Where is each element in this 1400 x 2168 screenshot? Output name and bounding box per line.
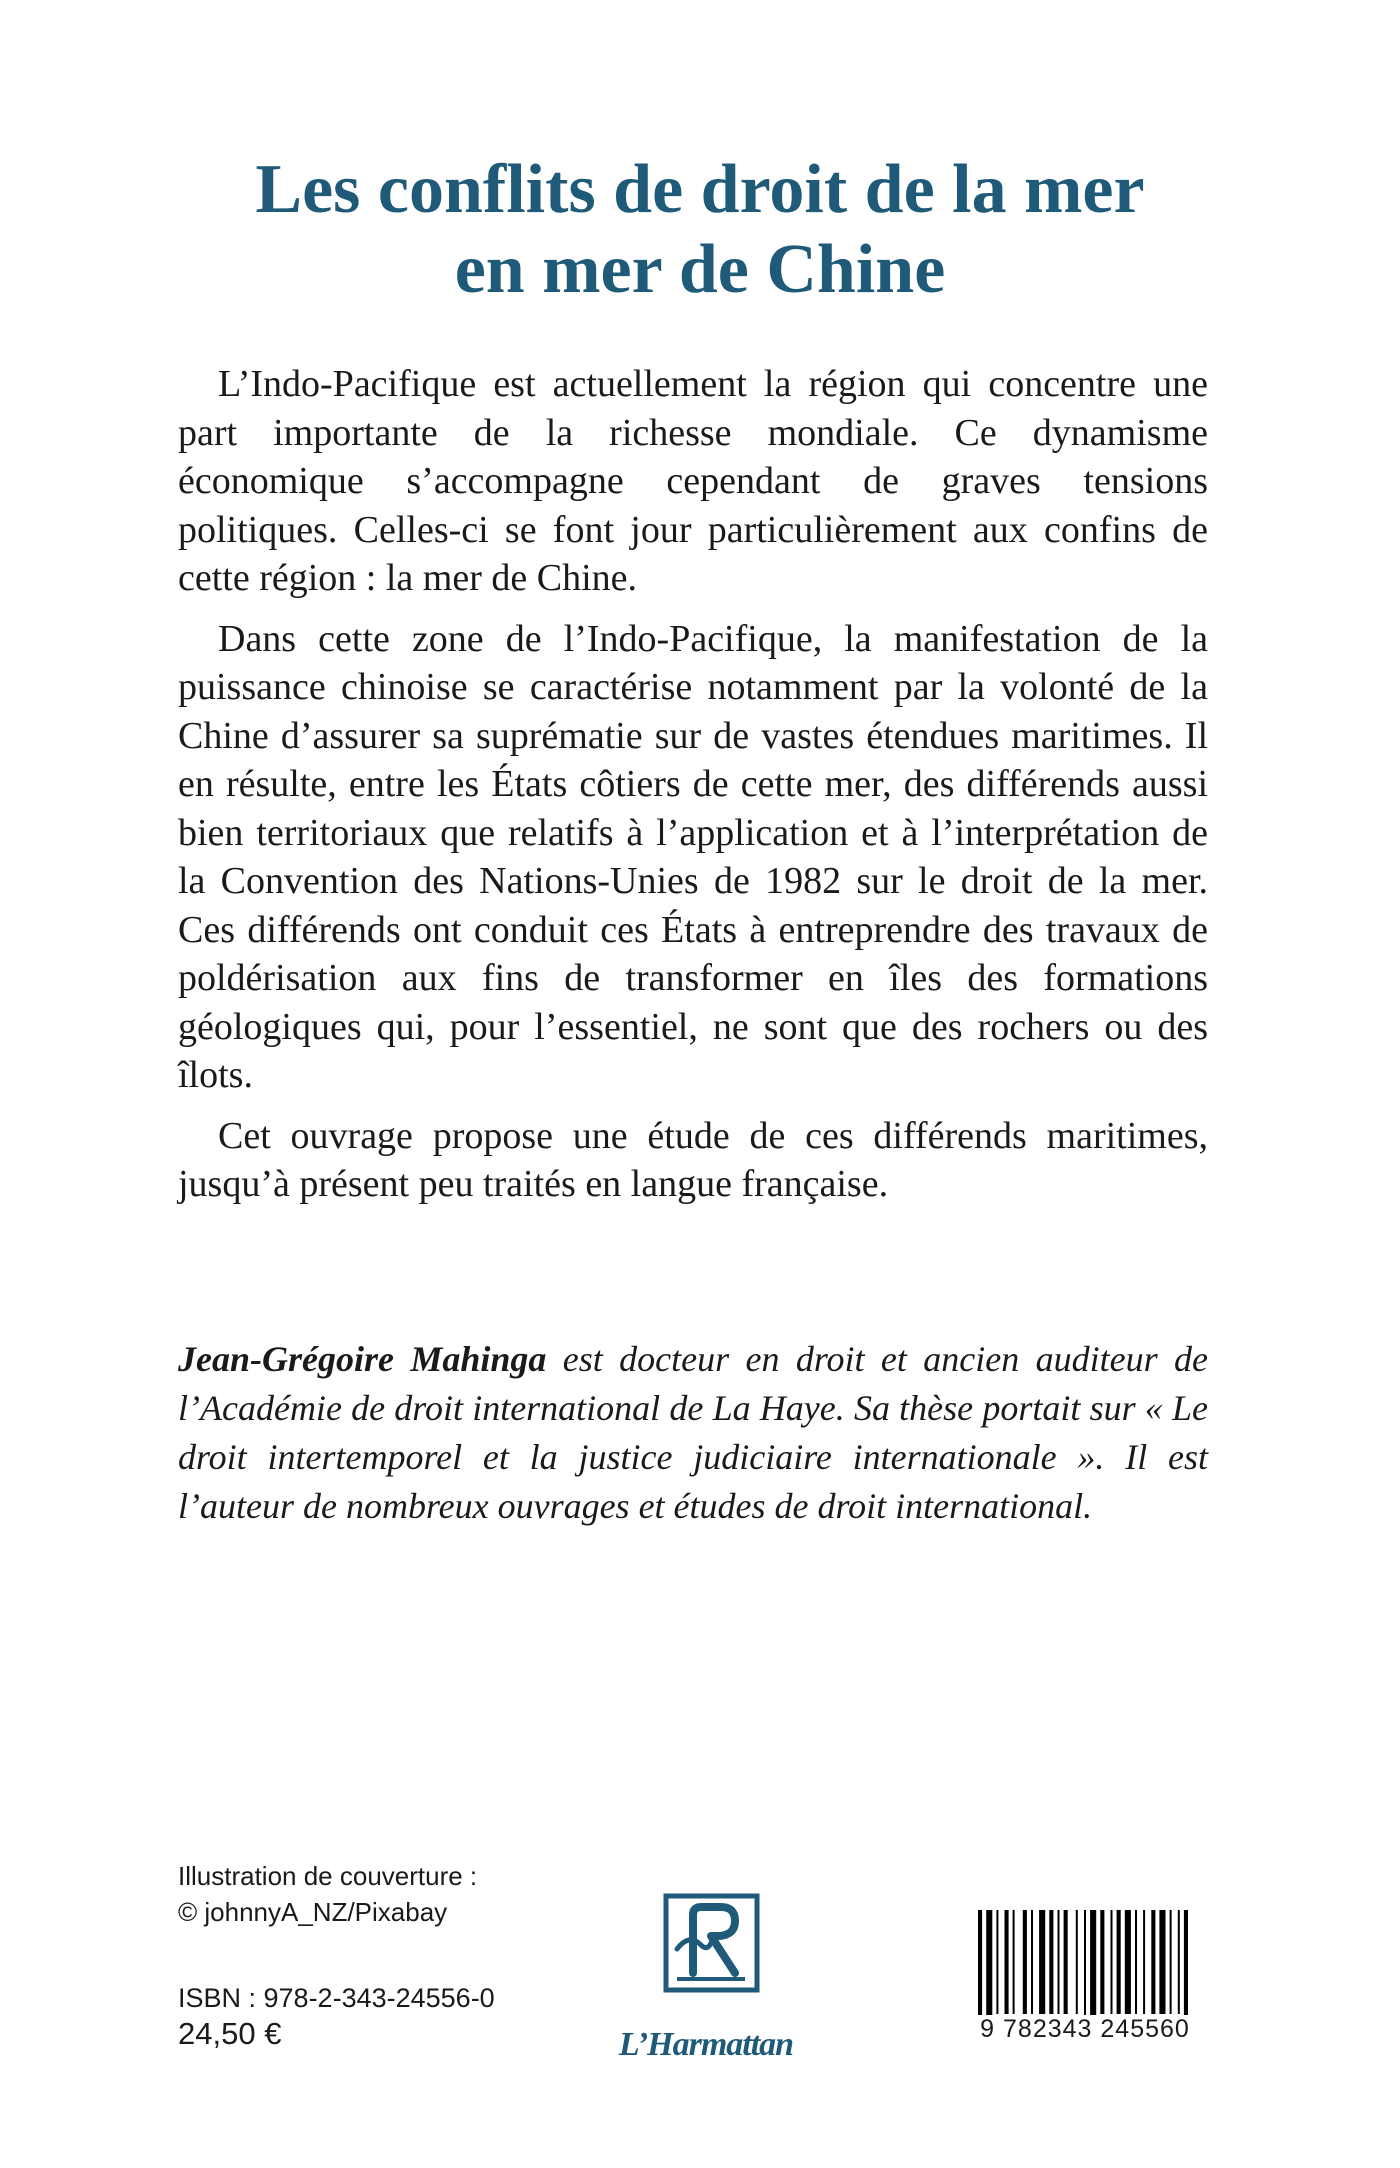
author-bio (178, 1335, 1208, 1531)
barcode-bar (1159, 1910, 1165, 2014)
barcode (960, 1910, 1210, 2055)
barcode-bar (1076, 1910, 1078, 2014)
cover-credit-label: Illustration de couverture : (178, 1861, 478, 1891)
isbn-price-block (178, 1980, 495, 2052)
barcode-bar (986, 1910, 992, 2028)
barcode-bar (1039, 1910, 1045, 2014)
barcode-bars (960, 1910, 1210, 2028)
barcode-bar (1151, 1910, 1155, 2014)
barcode-bar (1125, 1910, 1131, 2014)
barcode-bar (1049, 1910, 1053, 2014)
barcode-bar (1143, 1910, 1145, 2014)
barcode-bar (978, 1910, 982, 2028)
barcode-bar (1084, 1910, 1086, 2028)
book-title-line-1: Les conflits de droit de la mer (255, 151, 1145, 228)
harmattan-logo-icon (663, 1893, 760, 1993)
barcode-bar (1090, 1910, 1096, 2028)
barcode-bar (1023, 1910, 1027, 2014)
barcode-bar (1005, 1910, 1009, 2014)
barcode-bar (1178, 1910, 1180, 2014)
author-bio-text: est docteur en droit et ancien auditeur de l’Académie de droit international de La Haye. Sa thèse portait sur « Le droit intertemporel et la justice judiciaire internationale ». Il est l’auteur de nombreux ouvrages et études de droit international. (178, 1339, 1208, 1526)
book-title-line-2: en mer de Chine (454, 231, 946, 308)
barcode-bar (1117, 1910, 1121, 2014)
book-title (120, 150, 1280, 310)
blurb (178, 360, 1208, 1221)
barcode-bar (996, 1910, 998, 2014)
publisher-name: L’Harmattan (618, 2026, 794, 2063)
cover-credit (178, 1858, 678, 1930)
barcode-bar (1058, 1910, 1060, 2014)
price: 24,50 € (178, 2016, 282, 2051)
barcode-bar (1111, 1910, 1113, 2014)
barcode-bar (1184, 1910, 1188, 2028)
author-name: Jean-Grégoire Mahinga (178, 1339, 547, 1379)
barcode-bar (1170, 1910, 1172, 2014)
cover-credit-source: © johnnyA_NZ/Pixabay (178, 1897, 448, 1927)
blurb-paragraph-2: Dans cette zone de l’Indo-Pacifique, la manifestation de la puissance chinoise se caractérise notamment par la volonté de la Chine d’assurer sa suprématie sur de vastes étendues maritimes. Il en résulte, entre les États côtiers de cette mer, des différends aussi bien territoriaux que relatifs à l’application et à l’interprétation de la Convention des Nations-Unies de 1982 sur le droit de la mer. Ces différends ont conduit ces États à entreprendre des travaux de poldérisation aux fins de transformer en îles des formations géologiques qui, pour l’essentiel, ne sont que des rochers ou des îlots. (178, 617, 1208, 1096)
blurb-paragraph-1: L’Indo-Pacifique est actuellement la région qui concentre une part importante de la richesse mondiale. Ce dynamisme économique s’accompagne cependant de graves tensions politiques. Celles-ci se font jour particulièrement aux confins de cette région : la mer de Chine. (178, 363, 1208, 599)
barcode-bar (1031, 1910, 1033, 2014)
barcode-bar (1135, 1910, 1137, 2014)
publisher-logo (606, 1893, 806, 2093)
barcode-bar (1100, 1910, 1104, 2014)
isbn: ISBN : 978-2-343-24556-0 (178, 1983, 495, 2013)
barcode-bar (1013, 1910, 1015, 2014)
blurb-paragraph-3: Cet ouvrage propose une étude de ces différends maritimes, jusqu’à présent peu traités en langue française. (178, 1114, 1208, 1205)
barcode-number: 9 782343 245560 (960, 2015, 1210, 2044)
barcode-bar (1064, 1910, 1068, 2014)
